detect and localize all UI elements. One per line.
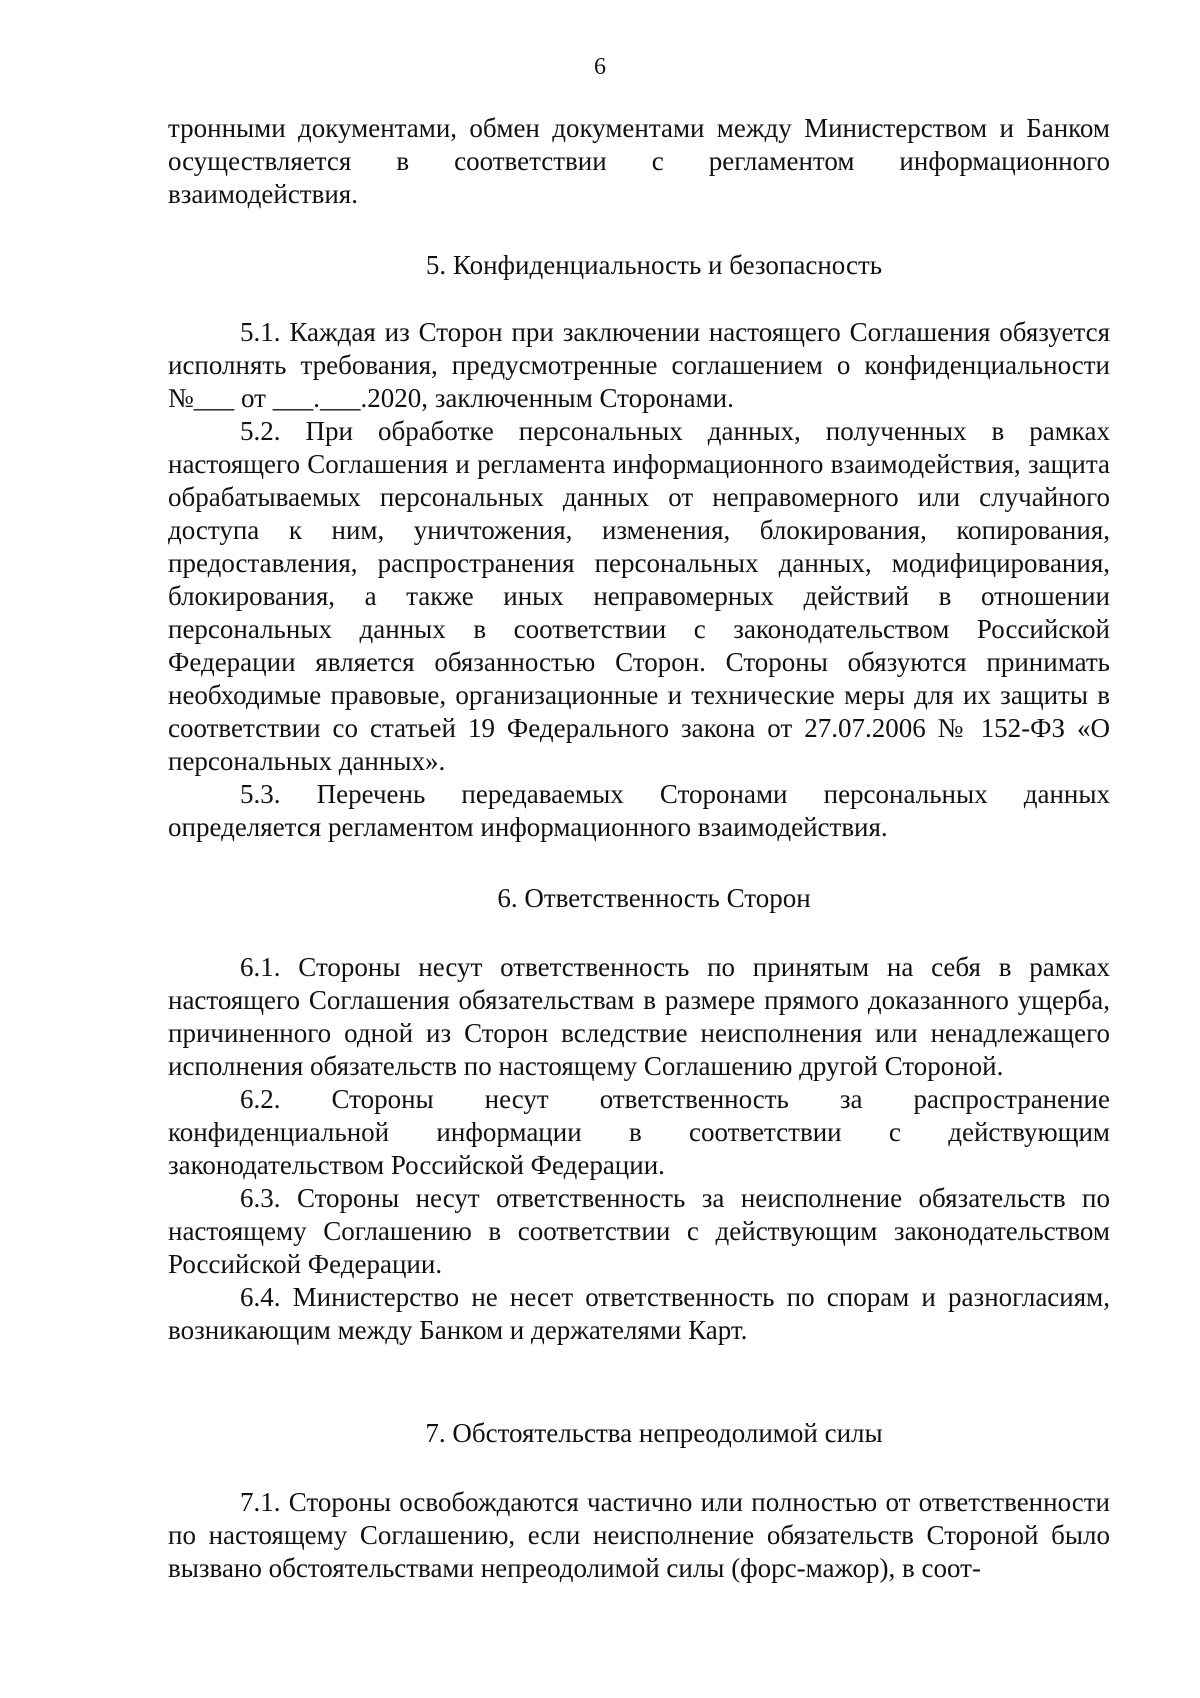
clause-6-4: 6.4. Министерство не несет ответственность по спорам и разногласиям, возникающим между Банком и держателями Карт. [168, 1282, 1110, 1345]
clause-5-1: 5.1. Каждая из Сторон при заключении настоящего Соглашения обязуется исполнять требования, предусмотренные соглашением о конфиденциальности №___ от ___.___.2020, заключенным Сторонами. [168, 317, 1110, 413]
section-5-heading: 5. Конфиденциальность и безопасность [425, 250, 883, 280]
clause-6-3: 6.3. Стороны несут ответственность за неисполнение обязательств по настоящему Соглашению в соответствии с действующим законодательством Российской Федерации. [168, 1183, 1110, 1279]
clause-7-1: 7.1. Стороны освобождаются частично или полностью от ответственности по настоящему Соглашению, если неисполнение обязательств Стороной было вызвано обстоятельствами непреодолимой силы (форс-мажор), в соот- [168, 1487, 1110, 1583]
intro-paragraph: тронными документами, обмен документами между Министерством и Банком осуществляется в соответствии с регламентом информационного взаимодействия. [168, 113, 1110, 209]
document-body [168, 112, 1110, 1585]
clause-6-1: 6.1. Стороны несут ответственность по принятым на себя в рамках настоящего Соглашения обязательствам в размере прямого доказанного ущерба, причиненного одной из Сторон вследствие неисполнения или ненадлежащего исполнения обязательств по настоящему Соглашению другой Стороной. [168, 952, 1110, 1081]
clause-6-2: 6.2. Стороны несут ответственность за распространение конфиденциальной информации в соответствии с действующим законодательством Российской Федерации. [168, 1084, 1110, 1180]
clause-5-2: 5.2. При обработке персональных данных, полученных в рамках настоящего Соглашения и регламента информационного взаимодействия, защита обрабатываемых персональных данных от неправомерного или случайного доступа к ним, уничтожения, изменения, блокирования, копирования, предоставления, распространения персональных данных, модифицирования, блокирования, а также иных неправомерных действий в отношении персональных данных в соответствии с законодательством Российской Федерации является обязанностью Сторон. Стороны обязуются принимать необходимые правовые, организационные и технические меры для их защиты в соответствии со статьей 19 Федерального закона от 27.07.2006 № 152-ФЗ «О персональных данных». [168, 416, 1110, 776]
clause-5-3: 5.3. Перечень передаваемых Сторонами персональных данных определяется регламентом информационного взаимодействия. [168, 779, 1110, 842]
page-number: 6 [594, 54, 606, 80]
section-6-heading: 6. Ответственность Сторон [497, 883, 811, 913]
section-7-heading: 7. Обстоятельства непреодолимой силы [425, 1418, 883, 1448]
